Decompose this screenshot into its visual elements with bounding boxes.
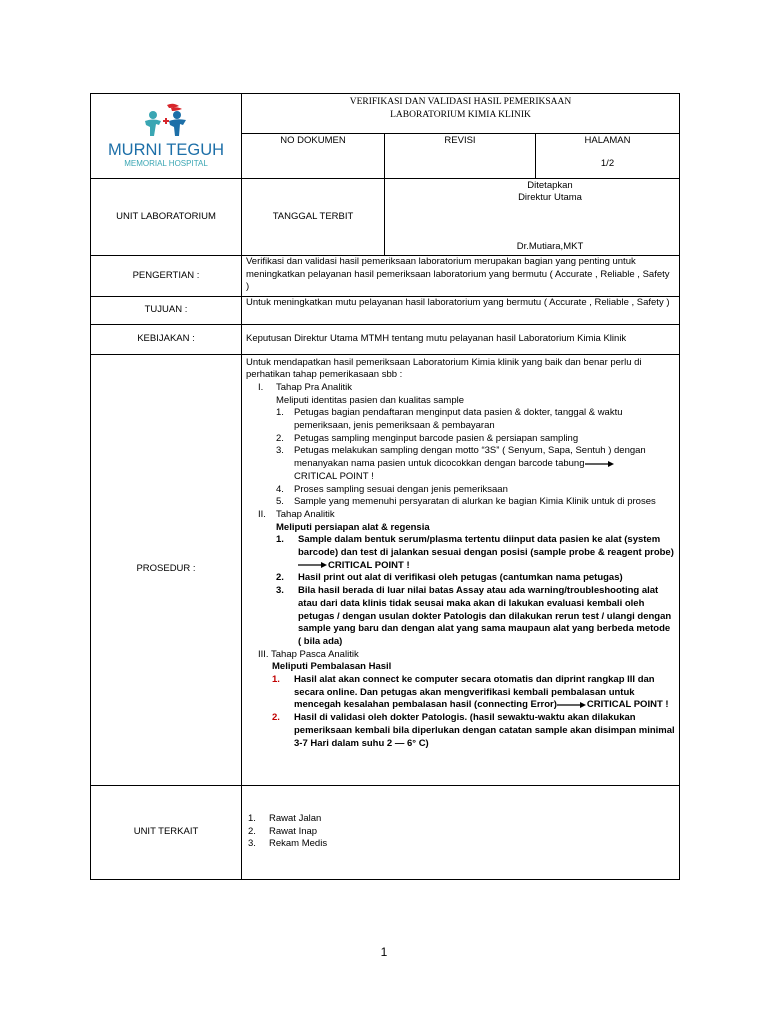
list-item: 3. Bila hasil berada di luar nilai batas Assay atau ada warning/troubleshooting alat atau dari data klinis tidak seusai maka akan di lakukan evaluasi kembali oleh petugas / dengan usulan dokter Patologis dan dilakukan rerun test / ulangi dengan sample yang baru dan dengan alat yang sama maupaun alat yang berbeda metode ( bila ada) bbox=[276, 585, 672, 647]
document-title: VERIFIKASI DAN VALIDASI HASIL PEMERIKSAAN LABORATORIUM KIMIA KLINIK bbox=[242, 94, 680, 134]
revisi-cell: REVISI bbox=[385, 134, 536, 179]
list-item: 1. Sample dalam bentuk serum/plasma tertentu diinput data pasien ke alat (system barcode) dan test di jalankan sesuai dengan posisi (sample probe & reagent probe)CRITICAL POINT ! bbox=[276, 534, 674, 571]
ditetapkan-cell bbox=[385, 179, 680, 256]
unit-terkait-label: UNIT TERKAIT bbox=[91, 785, 242, 879]
hospital-logo bbox=[91, 94, 242, 179]
signer-name: Dr.Mutiara,MKT bbox=[516, 241, 584, 252]
pasca-analitik-list bbox=[272, 674, 675, 750]
list-item: 2. Hasil di validasi oleh dokter Patologis. (hasil sewaktu-waktu akan dilakukan pemeriksaan kembali bila diperlukan dengan catatan sample akan disimpan minimal 3-7 Hari dalam suhu 2 — 6° C) bbox=[272, 712, 675, 749]
analitik-list bbox=[276, 534, 675, 648]
tujuan-text: Untuk meningkatkan mutu pelayanan hasil laboratorium yang bermutu ( Accurate , Reliable , Safety ) bbox=[242, 296, 680, 324]
list-item: 1. Rawat Jalan bbox=[248, 813, 322, 825]
pra-analitik-list bbox=[246, 407, 675, 509]
pengertian-label: PENGERTIAN : bbox=[91, 256, 242, 297]
page-number: 1 bbox=[380, 945, 388, 959]
section-analitik: II. Tahap Analitik bbox=[258, 508, 335, 520]
logo-subtitle: MEMORIAL HOSPITAL bbox=[124, 158, 208, 168]
list-item: 2. Petugas sampling menginput barcode pasien & persiapan sampling bbox=[276, 432, 579, 444]
list-item: 2. Rawat Inap bbox=[248, 825, 318, 837]
ditetapkan-text: Ditetapkan bbox=[527, 180, 573, 191]
list-item: 3. Rekam Medis bbox=[248, 838, 328, 850]
pengertian-text: Verifikasi dan validasi hasil pemeriksaan laboratorium merupakan bagian yang penting untuk meningkatkan pelayanan hasil pemeriksaan laboratorium yang bermutu ( Accurate , Reliable , Safety ) bbox=[242, 256, 680, 297]
sop-document-table bbox=[90, 93, 680, 880]
list-item: 2. Hasil print out alat di verifikasi oleh petugas (cantumkan nama petugas) bbox=[276, 572, 623, 584]
halaman-cell: HALAMAN 1/2 bbox=[536, 134, 680, 179]
tanggal-terbit-label: TANGGAL TERBIT bbox=[242, 179, 385, 256]
kebijakan-text: Keputusan Direktur Utama MTMH tentang mutu pelayanan hasil Laboratorium Kimia Klinik bbox=[242, 324, 680, 354]
prosedur-label: PROSEDUR : bbox=[91, 354, 242, 785]
section-pasca-analitik: III. Tahap Pasca Analitik bbox=[258, 648, 359, 660]
arrow-right-icon bbox=[557, 701, 587, 709]
arrow-right-icon bbox=[585, 460, 615, 468]
kebijakan-label: KEBIJAKAN : bbox=[91, 324, 242, 354]
prosedur-intro: Untuk mendapatkan hasil pemeriksaan Laboratorium Kimia klinik yang baik dan benar perlu di perhatikan tahap pemerikasaan sbb : bbox=[246, 356, 642, 381]
list-item: 3. Petugas melakukan sampling dengan motto “3S” ( Senyum, Sapa, Sentuh ) dengan menanyakan nama pasien untuk dicocokkan dengan barcode tabung CRITICAL POINT ! bbox=[276, 445, 646, 482]
section-pra-analitik: I. Tahap Pra Analitik bbox=[258, 381, 353, 393]
logo-name: MURNI TEGUH bbox=[107, 140, 225, 159]
list-item: 5. Sample yang memenuhi persyaratan di alurkan ke bagian Kimia Klinik untuk di proses bbox=[276, 496, 656, 508]
unit-terkait-list bbox=[242, 785, 680, 879]
no-dokumen-cell: NO DOKUMEN bbox=[242, 134, 385, 179]
direktur-text: Direktur Utama bbox=[518, 192, 582, 203]
logo-figures-icon bbox=[131, 103, 201, 137]
unit-laboratorium-label: UNIT LABORATORIUM bbox=[91, 179, 242, 256]
list-item: 1. Petugas bagian pendaftaran menginput data pasien & dokter, tanggal & waktu pemeriksaan, jenis pemeriksaan & pembayaran bbox=[276, 407, 623, 432]
prosedur-content: Untuk mendapatkan hasil pemeriksaan Laboratorium Kimia klinik yang baik dan benar perlu di perhatikan tahap pemerikasaan sbb : I. Tahap Pra Analitik Meliputi identitas pasien dan kualitas sample 1. Petugas bagian pendaftaran menginput data pasien & dokter, tanggal & waktu pemeriksaan, jenis pemeriksaan & pembayaran 2. Petugas sampling menginput barcode pasien & persiapan sampling 3. Petugas melakukan sampling dengan motto “3S” ( Senyum, Sapa, Sentuh ) dengan menanyakan nama pasien untuk dicocokkan dengan barcode tabung CRITICAL POINT ! 4. Proses sampling sesuai dengan jenis pemeriksaan 5. Sample yang memenuhi persyaratan di alurkan ke bagian Kimia Klinik untuk di proses II. Tahap Analitik Meliputi persiapan alat & regensia 1. Sample dalam bentuk serum/plasma tertentu diinput data pasien ke alat (system barcode) dan test di jalankan sesuai dengan posisi (sample probe & reagent probe)CRITICAL POINT ! 2. Hasil print out alat di verifikasi oleh petugas (cantumkan nama petugas) 3. Bila hasil berada di luar nilai batas Assay atau ada warning/troubleshooting alat atau dari data klinis tidak seusai maka akan di lakukan evaluasi kembali oleh petugas / dengan usulan dokter Patologis dan dilakukan rerun test / ulangi dengan sample yang baru dan dengan alat yang sama maupaun alat yang berbeda metode ( bila ada) III. Tahap Pasca Analitik Meliputi Pembalasan Hasil 1. Hasil alat akan connect ke computer secara otomatis dan diprint rangkap III dan secara online. Dan petugas akan mengverifikasi kembali pembalasan untuk mencegah kesalahan pembalasan hasil (connecting Error) CRITICAL POINT ! 2. Hasil di validasi oleh dokter Patologis. (hasil sewaktu-waktu akan dilakukan pemeriksaan kembali bila diperlukan dengan catatan sample akan disimpan minimal 3-7 Hari dalam suhu 2 — 6° C) bbox=[242, 354, 680, 785]
arrow-right-icon bbox=[298, 561, 328, 569]
list-item: 4. Proses sampling sesuai dengan jenis pemeriksaan bbox=[276, 483, 508, 495]
list-item: 1. Hasil alat akan connect ke computer secara otomatis dan diprint rangkap III dan secara online. Dan petugas akan mengverifikasi kembali pembalasan untuk mencegah kesalahan pembalasan hasil (connecting Error) CRITICAL POINT ! bbox=[272, 674, 669, 711]
tujuan-label: TUJUAN : bbox=[91, 296, 242, 324]
